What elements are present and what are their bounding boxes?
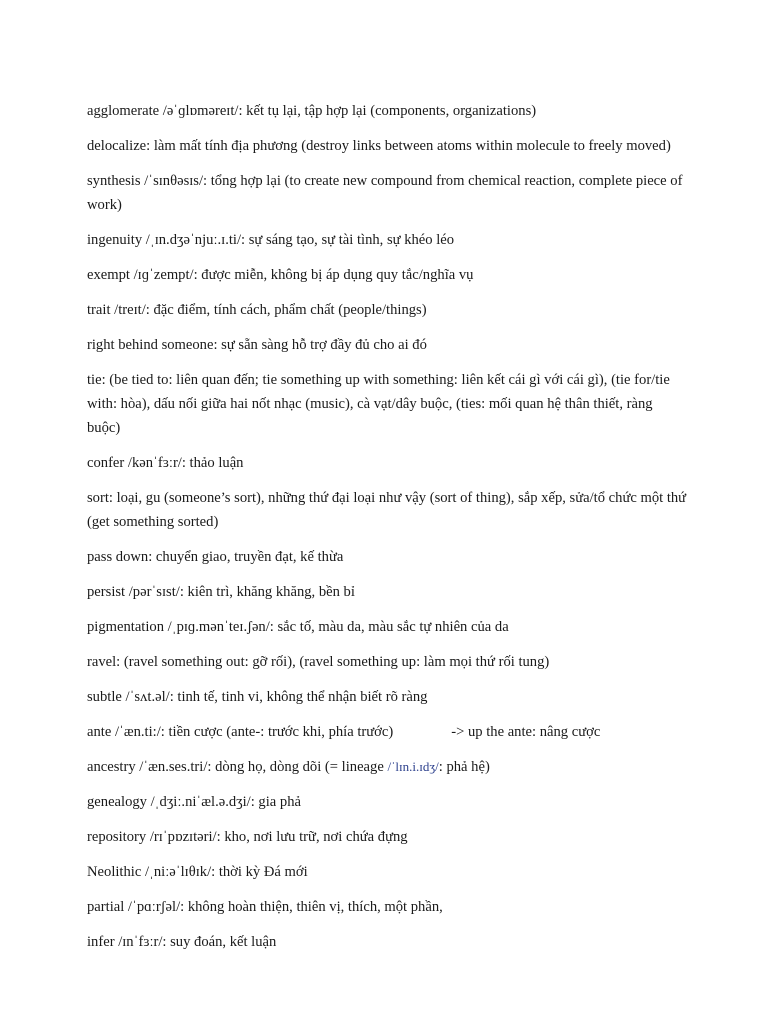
entry-exempt: exempt /ɪɡˈzempt/: được miễn, không bị áp dụng quy tắc/nghĩa vụ bbox=[87, 267, 474, 283]
entry-partial: partial /ˈpɑːrʃəl/: không hoàn thiện, thiên vị, thích, một phần, bbox=[87, 899, 443, 915]
entry-right-behind: right behind someone: sự sẵn sàng hỗ trợ đầy đủ cho ai đó bbox=[87, 337, 427, 353]
entry-sort: sort: loại, gu (someone’s sort), những thứ đại loại như vậy (sort of thing), sắp xếp, sửa/tổ chức một thứ (get something sorted) bbox=[87, 490, 687, 530]
entry-synthesis: synthesis /ˈsɪnθəsɪs/: tổng hợp lại (to create new compound from chemical reaction, complete piece of work) bbox=[87, 173, 683, 213]
ante-idiom: -> up the ante: nâng cược bbox=[451, 724, 601, 740]
entry-ancestry bbox=[87, 755, 687, 779]
entry-confer: confer /kənˈfɜːr/: thảo luận bbox=[87, 455, 244, 471]
entry-pass-down: pass down: chuyển giao, truyền đạt, kế thừa bbox=[87, 549, 344, 565]
entry-genealogy: genealogy /ˌdʒiː.niˈæl.ə.dʒi/: gia phả bbox=[87, 794, 301, 810]
entry-persist: persist /pərˈsɪst/: kiên trì, khăng khăng, bền bỉ bbox=[87, 584, 355, 600]
entry-pigmentation: pigmentation /ˌpɪɡ.mənˈteɪ.ʃən/: sắc tố, màu da, màu sắc tự nhiên của da bbox=[87, 619, 509, 635]
entry-delocalize: delocalize: làm mất tính địa phương (destroy links between atoms within molecule to freely moved) bbox=[87, 138, 671, 154]
entry-agglomerate: agglomerate /əˈɡlɒməreɪt/: kết tụ lại, tập hợp lại (components, organizations) bbox=[87, 103, 537, 119]
entry-ravel: ravel: (ravel something out: gỡ rối), (ravel something up: làm mọi thứ rối tung) bbox=[87, 654, 550, 670]
entry-trait: trait /treɪt/: đặc điểm, tính cách, phẩm chất (people/things) bbox=[87, 302, 427, 318]
entry-neolithic: Neolithic /ˌniːəˈlɪθɪk/: thời kỳ Đá mới bbox=[87, 864, 308, 880]
ancestry-tail: : phả hệ) bbox=[438, 759, 490, 775]
entry-ante bbox=[87, 720, 687, 744]
entry-subtle: subtle /ˈsʌt.əl/: tinh tế, tinh vi, không thể nhận biết rõ ràng bbox=[87, 689, 428, 705]
entry-infer: infer /ɪnˈfɜːr/: suy đoán, kết luận bbox=[87, 934, 277, 950]
entry-ingenuity: ingenuity /ˌɪn.dʒəˈnjuː.ɪ.ti/: sự sáng tạo, sự tài tình, sự khéo léo bbox=[87, 232, 455, 248]
lineage-ipa: /ˈlɪn.i.ɪdʒ/ bbox=[387, 759, 439, 774]
ancestry-definition: ancestry /ˈæn.ses.tri/: dòng họ, dòng dõi (= lineage bbox=[87, 759, 388, 775]
vocabulary-list bbox=[87, 99, 687, 965]
ante-definition: ante /ˈæn.ti:/: tiền cược (ante-: trước khi, phía trước) bbox=[87, 724, 394, 740]
entry-tie: tie: (be tied to: liên quan đến; tie something up with something: liên kết cái gì với cái gì), (tie for/tie with: hòa), dấu nối giữa hai nốt nhạc (music), cà vạt/dây buộc, (ties: mối quan hệ thân thiết, ràng buộc) bbox=[87, 372, 670, 436]
entry-repository: repository /rɪˈpɒzɪtəri/: kho, nơi lưu trữ, nơi chứa đựng bbox=[87, 829, 408, 845]
